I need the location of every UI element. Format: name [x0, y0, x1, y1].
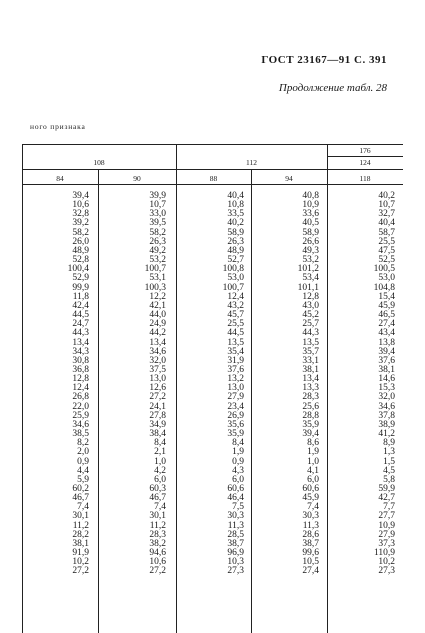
table-cell: 44,5 — [72, 310, 89, 321]
table-cell: 60,6 — [302, 484, 319, 494]
table-cell: 35,7 — [302, 346, 319, 357]
column-84 — [22, 192, 97, 577]
table-cell: 43,4 — [378, 328, 395, 339]
table-cell: 40,2 — [227, 218, 244, 229]
table-cell: 30,3 — [302, 511, 319, 522]
table-cell: 32,8 — [72, 209, 89, 220]
table-cell: 12,6 — [149, 383, 166, 394]
table-cell: 44,3 — [72, 328, 89, 339]
table-cell: 27,8 — [149, 410, 166, 421]
table-cell: 48,9 — [72, 245, 89, 256]
table-cell: 46,7 — [72, 493, 89, 504]
table-cell: 10,3 — [227, 557, 244, 568]
table-cell: 28,3 — [149, 529, 166, 540]
table-cell: 38,7 — [302, 538, 319, 549]
table-cell: 42,4 — [72, 300, 89, 311]
table-cell: 2,1 — [154, 447, 166, 458]
table-cell: 30,1 — [149, 511, 166, 522]
table-cell: 37,6 — [378, 355, 395, 366]
table-cell: 100,7 — [144, 264, 166, 275]
table-cell: 45,7 — [227, 310, 244, 321]
table-cell: 4,5 — [383, 465, 395, 476]
table-cell: 38,5 — [72, 429, 89, 440]
table-cell: 12,8 — [72, 374, 89, 385]
table-cell: 96,9 — [227, 548, 244, 559]
table-cell: 4,3 — [232, 465, 244, 476]
header-rule-groups — [22, 169, 403, 170]
table-cell: 7,4 — [77, 502, 89, 513]
group-header-108: 108 — [93, 158, 105, 167]
table-cell: 58,9 — [302, 227, 319, 238]
table-cell: 52,5 — [378, 255, 395, 266]
table-cell: 30,1 — [72, 511, 89, 522]
table-cell: 39,9 — [149, 191, 166, 201]
table-cell: 53,0 — [378, 273, 395, 284]
table-cell: 94,6 — [149, 548, 166, 559]
table-cell: 91,9 — [72, 548, 89, 559]
table-cell: 39,4 — [302, 429, 319, 440]
table-cell: 41,2 — [378, 429, 395, 440]
table-cell: 6,0 — [154, 474, 166, 485]
table-cell: 24,1 — [149, 401, 166, 412]
table-cell: 25,5 — [378, 236, 395, 247]
table-cell: 38,7 — [227, 538, 244, 549]
table-cell: 11,3 — [302, 520, 319, 531]
table-cell: 53,4 — [302, 273, 319, 284]
table-cell: 53,0 — [227, 273, 244, 284]
table-cell: 24,9 — [149, 319, 166, 330]
table-cell: 13,2 — [227, 374, 244, 385]
table-cell: 10,7 — [149, 200, 166, 211]
header-rule-176 — [327, 156, 403, 157]
table-cell: 38,9 — [378, 419, 395, 430]
col-header-118: 118 — [359, 174, 371, 183]
table-cell: 53,2 — [149, 255, 166, 266]
table-cell: 37,8 — [378, 410, 395, 421]
table-cell: 37,5 — [149, 364, 166, 375]
col-header-84: 84 — [56, 174, 64, 183]
table-cell: 35,4 — [227, 346, 244, 357]
col-header-88: 88 — [209, 174, 218, 183]
table-cell: 26,3 — [227, 236, 244, 247]
table-cell: 43,2 — [227, 300, 244, 311]
table-cell: 58,7 — [378, 227, 395, 238]
table-cell: 11,2 — [72, 520, 89, 531]
header-rule-cols — [22, 184, 403, 185]
table-cell: 99,6 — [302, 548, 319, 559]
table-cell: 33,6 — [302, 209, 319, 220]
column-group-fragment: ного признака — [30, 122, 86, 131]
table-cell: 10,5 — [302, 557, 319, 568]
group-header-124: 124 — [359, 158, 371, 167]
table-cell: 1,3 — [383, 447, 395, 458]
header-176: 176 — [359, 146, 371, 155]
table-cell: 5,9 — [77, 474, 89, 485]
table-cell: 35,9 — [227, 429, 244, 440]
table-cell: 6,0 — [232, 474, 244, 485]
table-cell: 40,8 — [302, 191, 319, 201]
group-header-112: 112 — [246, 158, 257, 167]
table-cell: 28,6 — [302, 529, 319, 540]
table-cell: 32,7 — [378, 209, 395, 220]
column-90 — [99, 192, 174, 577]
table-cell: 10,7 — [378, 200, 395, 211]
table-cell: 40,4 — [227, 191, 244, 201]
table-cell: 27,7 — [378, 511, 395, 522]
table-cell: 34,6 — [149, 346, 166, 357]
table-cell: 28,2 — [72, 529, 89, 540]
table-cell: 25,6 — [302, 401, 319, 412]
table-cell: 0,9 — [232, 456, 244, 467]
table-cell: 4,1 — [307, 465, 319, 476]
table-cell: 1,0 — [154, 456, 166, 467]
table-cell: 44,0 — [149, 310, 166, 321]
table-cell: 13,0 — [149, 374, 166, 385]
table-cell: 10,6 — [149, 557, 166, 568]
table-cell: 33,1 — [302, 355, 319, 366]
table-cell: 38,4 — [149, 429, 166, 440]
column-88 — [177, 192, 252, 577]
table-cell: 2,0 — [77, 447, 89, 458]
table-cell: 8,4 — [154, 438, 166, 449]
table-cell: 39,4 — [72, 191, 89, 201]
table-cell: 104,8 — [373, 282, 395, 293]
table-cell: 100,8 — [222, 264, 244, 275]
table-cell: 10,9 — [378, 520, 395, 531]
table-cell: 5,8 — [383, 474, 395, 485]
table-cell: 28,8 — [302, 410, 319, 421]
table-cell: 42,1 — [149, 300, 166, 311]
table-cell: 58,2 — [72, 227, 89, 238]
table-cell: 1,9 — [232, 447, 244, 458]
table-cell: 7,4 — [307, 502, 319, 513]
table-cell: 28,5 — [227, 529, 244, 540]
table-cell: 15,4 — [378, 291, 395, 302]
table-cell: 58,2 — [149, 227, 166, 238]
table-cell: 36,8 — [72, 364, 89, 375]
table-cell: 40,5 — [302, 218, 319, 229]
table-cell: 10,9 — [302, 200, 319, 211]
table-cell: 27,3 — [378, 566, 395, 577]
table-cell: 52,9 — [72, 273, 89, 284]
column-94 — [252, 192, 327, 577]
table-top-rule — [22, 144, 403, 145]
table-cell: 13,5 — [302, 337, 319, 348]
table-cell: 40,2 — [378, 191, 395, 201]
table-cell: 10,6 — [72, 200, 89, 211]
table-cell: 27,4 — [302, 566, 319, 577]
table-cell: 100,5 — [373, 264, 395, 275]
table-cell: 26,8 — [72, 392, 89, 403]
table-cell: 110,9 — [373, 548, 395, 559]
table-cell: 13,8 — [378, 337, 395, 348]
table-cell: 26,9 — [227, 410, 244, 421]
table-cell: 46,4 — [227, 493, 244, 504]
table-cell: 46,5 — [378, 310, 395, 321]
table-cell: 33,5 — [227, 209, 244, 220]
table-cell: 24,7 — [72, 319, 89, 330]
table-cell: 35,6 — [227, 419, 244, 430]
table-cell: 12,8 — [302, 291, 319, 302]
table-cell: 4,4 — [77, 465, 89, 476]
table-cell: 45,9 — [378, 300, 395, 311]
table-cell: 27,9 — [378, 529, 395, 540]
table-cell: 52,8 — [72, 255, 89, 266]
table-cell: 25,9 — [72, 410, 89, 421]
table-cell: 35,9 — [302, 419, 319, 430]
table-cell: 27,9 — [227, 392, 244, 403]
col-header-94: 94 — [285, 174, 293, 183]
table-cell: 53,2 — [302, 255, 319, 266]
table-cell: 10,2 — [72, 557, 89, 568]
table-cell: 39,2 — [72, 218, 89, 229]
table-cell: 10,2 — [378, 557, 395, 568]
table-cell: 27,4 — [378, 319, 395, 330]
table-cell: 32,0 — [378, 392, 395, 403]
page-header: ГОСТ 23167—91 С. 391 — [261, 54, 387, 66]
table-cell: 34,6 — [378, 401, 395, 412]
table-cell: 1,9 — [307, 447, 319, 458]
col-header-90: 90 — [133, 174, 141, 183]
table-cell: 60,2 — [72, 484, 89, 494]
table-cell: 38,1 — [302, 364, 319, 375]
table-cell: 11,3 — [227, 520, 244, 531]
table-cell: 8,9 — [383, 438, 395, 449]
table-cell: 47,5 — [378, 245, 395, 256]
table-cell: 38,1 — [378, 364, 395, 375]
table-cell: 27,2 — [149, 566, 166, 577]
table-cell: 37,3 — [378, 538, 395, 549]
table-cell: 34,3 — [72, 346, 89, 357]
table-cell: 60,6 — [227, 484, 244, 494]
table-continuation-caption: Продолжение табл. 28 — [278, 82, 387, 94]
table-cell: 101,1 — [297, 282, 319, 293]
table-cell: 52,7 — [227, 255, 244, 266]
table-cell: 26,6 — [302, 236, 319, 247]
table-cell: 30,8 — [72, 355, 89, 366]
table-cell: 12,2 — [149, 291, 166, 302]
table-cell: 25,7 — [302, 319, 319, 330]
table-cell: 49,3 — [302, 245, 319, 256]
table-cell: 26,3 — [149, 236, 166, 247]
table-cell: 34,9 — [149, 419, 166, 430]
table-cell: 45,2 — [302, 310, 319, 321]
table-cell: 8,6 — [307, 438, 319, 449]
table-cell: 8,2 — [77, 438, 89, 449]
table-cell: 27,3 — [227, 566, 244, 577]
table-cell: 15,3 — [378, 383, 395, 394]
table-cell: 13,4 — [72, 337, 89, 348]
table-cell: 22,0 — [72, 401, 89, 412]
table-cell: 12,4 — [72, 383, 89, 394]
table-cell: 37,6 — [227, 364, 244, 375]
column-118 — [328, 192, 403, 577]
table-cell: 101,2 — [297, 264, 319, 275]
table-cell: 42,7 — [378, 493, 395, 504]
table-cell: 39,4 — [378, 346, 395, 357]
table-cell: 38,1 — [72, 538, 89, 549]
table-cell: 53,1 — [149, 273, 166, 284]
table-cell: 48,9 — [227, 245, 244, 256]
table-cell: 27,2 — [72, 566, 89, 577]
table-cell: 11,2 — [149, 520, 166, 531]
table-cell: 13,5 — [227, 337, 244, 348]
table-cell: 38,2 — [149, 538, 166, 549]
table-cell: 25,5 — [227, 319, 244, 330]
table-cell: 58,9 — [227, 227, 244, 238]
table-cell: 40,4 — [378, 218, 395, 229]
table-cell: 39,5 — [149, 218, 166, 229]
table-cell: 100,7 — [222, 282, 244, 293]
table-cell: 60,3 — [149, 484, 166, 494]
table-cell: 7,4 — [154, 502, 166, 513]
table-cell: 100,3 — [144, 282, 166, 293]
table-cell: 13,4 — [149, 337, 166, 348]
table-cell: 99,9 — [72, 282, 89, 293]
table-cell: 100,4 — [67, 264, 89, 275]
table-cell: 34,6 — [72, 419, 89, 430]
table-cell: 11,8 — [72, 291, 89, 302]
table-cell: 31,9 — [227, 355, 244, 366]
table-cell: 7,7 — [383, 502, 395, 513]
table-cell: 13,3 — [302, 383, 319, 394]
table-cell: 8,4 — [232, 438, 244, 449]
table-cell: 43,0 — [302, 300, 319, 311]
table-cell: 23,4 — [227, 401, 244, 412]
table-cell: 26,0 — [72, 236, 89, 247]
table-cell: 46,7 — [149, 493, 166, 504]
table-cell: 1,0 — [307, 456, 319, 467]
table-cell: 33,0 — [149, 209, 166, 220]
table-cell: 28,3 — [302, 392, 319, 403]
table-cell: 44,2 — [149, 328, 166, 339]
table-cell: 32,0 — [149, 355, 166, 366]
table-cell: 27,2 — [149, 392, 166, 403]
table-cell: 4,2 — [154, 465, 166, 476]
table-cell: 6,0 — [307, 474, 319, 485]
table-cell: 10,8 — [227, 200, 244, 211]
table-cell: 45,9 — [302, 493, 319, 504]
table-cell: 30,3 — [227, 511, 244, 522]
table-cell: 14,6 — [378, 374, 395, 385]
table-cell: 7,5 — [232, 502, 244, 513]
table-cell: 13,0 — [227, 383, 244, 394]
table-cell: 12,4 — [227, 291, 244, 302]
table-cell: 59,9 — [378, 484, 395, 494]
table-cell: 0,9 — [77, 456, 89, 467]
table-cell: 44,5 — [227, 328, 244, 339]
table-cell: 44,3 — [302, 328, 319, 339]
table-cell: 1,5 — [383, 456, 395, 467]
table-cell: 49,2 — [149, 245, 166, 256]
table-cell: 13,4 — [302, 374, 319, 385]
